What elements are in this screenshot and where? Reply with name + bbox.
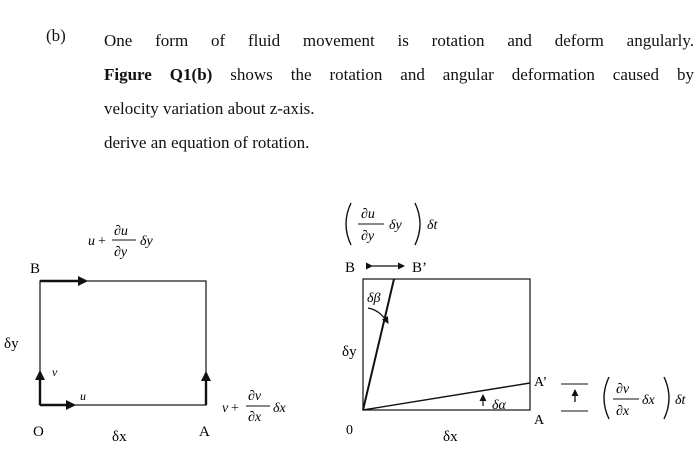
left-top-dy: ∂y bbox=[114, 245, 128, 260]
left-v-label: v bbox=[52, 365, 58, 379]
left-right-delta: δx bbox=[273, 401, 286, 416]
question-line-3: velocity variation about z-axis. bbox=[104, 99, 315, 118]
left-right-v: v bbox=[222, 401, 229, 416]
question-line-1: One form of fluid movement is rotation and deform angularly. bbox=[104, 31, 694, 50]
left-bottom-dx: δx bbox=[112, 429, 127, 445]
right-point-b: B bbox=[345, 260, 356, 276]
right-point-b-prime: B’ bbox=[412, 260, 427, 276]
right-element-rectangle bbox=[363, 279, 530, 410]
left-top-du: ∂u bbox=[114, 224, 128, 239]
right-top-left-paren bbox=[346, 203, 351, 245]
right-top-du: ∂u bbox=[361, 207, 375, 222]
figure-reference: Figure Q1(b) bbox=[104, 65, 213, 84]
left-top-u: u bbox=[88, 234, 95, 249]
right-diagram bbox=[342, 203, 687, 445]
left-top-delta: δy bbox=[140, 234, 153, 249]
left-right-dx: ∂x bbox=[248, 410, 262, 425]
question-line-2-rest: shows the rotation and angular deformation caused by bbox=[212, 65, 694, 84]
right-side-left-paren bbox=[604, 377, 609, 419]
left-u-label: u bbox=[80, 389, 86, 403]
right-point-a-prime: A’ bbox=[534, 375, 548, 390]
left-point-o: O bbox=[33, 424, 44, 440]
left-point-b: B bbox=[30, 261, 41, 277]
left-side-dy: δy bbox=[4, 336, 19, 352]
right-point-a: A bbox=[534, 413, 545, 428]
right-side-delta-x: δx bbox=[642, 393, 655, 408]
right-side-dy: δy bbox=[342, 344, 357, 360]
question-line-4: derive an equation of rotation. bbox=[104, 133, 310, 152]
left-point-a: A bbox=[199, 424, 210, 440]
right-side-dv: ∂v bbox=[616, 382, 630, 397]
right-side-dx: ∂x bbox=[616, 404, 630, 419]
left-top-plus: + bbox=[98, 234, 106, 249]
right-top-dy: ∂y bbox=[361, 229, 375, 244]
right-side-delta-t: δt bbox=[675, 393, 686, 408]
left-right-dv: ∂v bbox=[248, 389, 262, 404]
left-element-rectangle bbox=[40, 281, 206, 405]
question-label: (b) bbox=[46, 26, 66, 45]
right-bottom-dx: δx bbox=[443, 429, 458, 445]
left-diagram bbox=[4, 224, 287, 445]
right-alpha-label: δα bbox=[492, 398, 506, 413]
right-top-delta-t: δt bbox=[427, 218, 438, 233]
right-side-right-paren bbox=[664, 377, 669, 419]
right-top-delta-y: δy bbox=[389, 218, 402, 233]
right-top-right-paren bbox=[415, 203, 420, 245]
right-beta-label: δβ bbox=[367, 291, 381, 306]
right-origin: 0 bbox=[346, 423, 353, 438]
left-right-plus: + bbox=[231, 401, 239, 416]
